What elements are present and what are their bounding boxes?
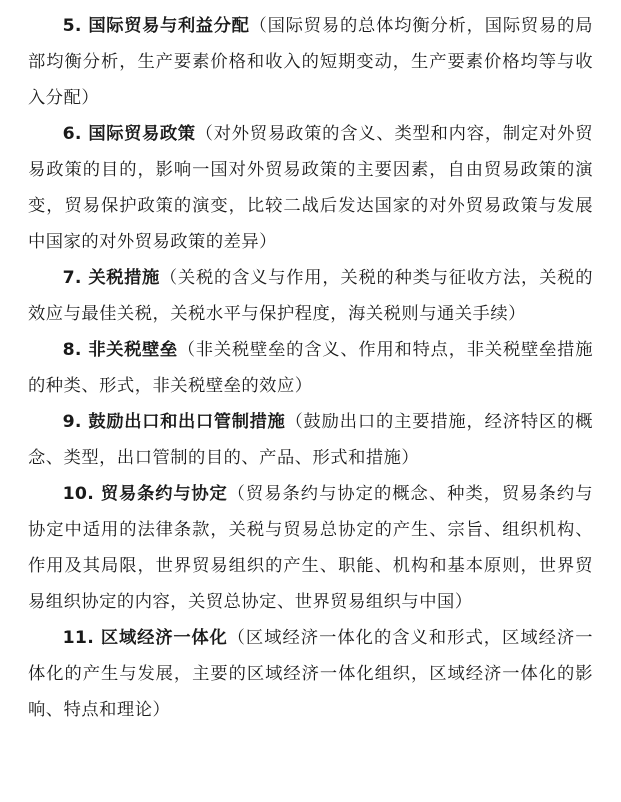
item-title: 9. 鼓励出口和出口管制措施 [62,412,286,432]
item-description: （鼓励出口的主要措施，经济特区的概念、类型，出口管制的目的、产品、形式和措施） [28,412,593,468]
item-description: （贸易条约与协定的概念、种类，贸易条约与协定中适用的法律条款，关税与贸易总协定的产生、宗旨、组织机构、作用及其局限，世界贸易组织的产生、职能、机构和基本原则，世界贸易组织协定的内容，关贸总协定、世界贸易组织与中国） [28,484,593,612]
item-description: （关税的含义与作用，关税的种类与征收方法，关税的效应与最佳关税，关税水平与保护程度，海关税则与通关手续） [28,268,593,324]
outline-item-9 [28,404,593,476]
item-description: （区域经济一体化的含义和形式，区域经济一体化的产生与发展，主要的区域经济一体化组织，区域经济一体化的影响、特点和理论） [28,628,593,720]
item-title: 10. 贸易条约与协定 [62,484,228,504]
item-title: 8. 非关税壁垒 [62,340,178,360]
item-title: 7. 关税措施 [62,268,160,288]
outline-item-6 [28,116,593,260]
item-title: 6. 国际贸易政策 [62,124,196,144]
outline-item-8 [28,332,593,404]
outline-item-7 [28,260,593,332]
outline-item-5 [28,8,593,116]
item-description: （非关税壁垒的含义、作用和特点，非关税壁垒措施的种类、形式，非关税壁垒的效应） [28,340,593,396]
item-title: 5. 国际贸易与利益分配 [62,16,250,36]
item-description: （国际贸易的总体均衡分析，国际贸易的局部均衡分析，生产要素价格和收入的短期变动，生产要素价格均等与收入分配） [28,16,593,108]
outline-item-11 [28,620,593,728]
item-title: 11. 区域经济一体化 [62,628,228,648]
item-description: （对外贸易政策的含义、类型和内容，制定对外贸易政策的目的，影响一国对外贸易政策的主要因素，自由贸易政策的演变，贸易保护政策的演变，比较二战后发达国家的对外贸易政策与发展中国家的对外贸易政策的差异） [28,124,593,252]
outline-item-10 [28,476,593,620]
